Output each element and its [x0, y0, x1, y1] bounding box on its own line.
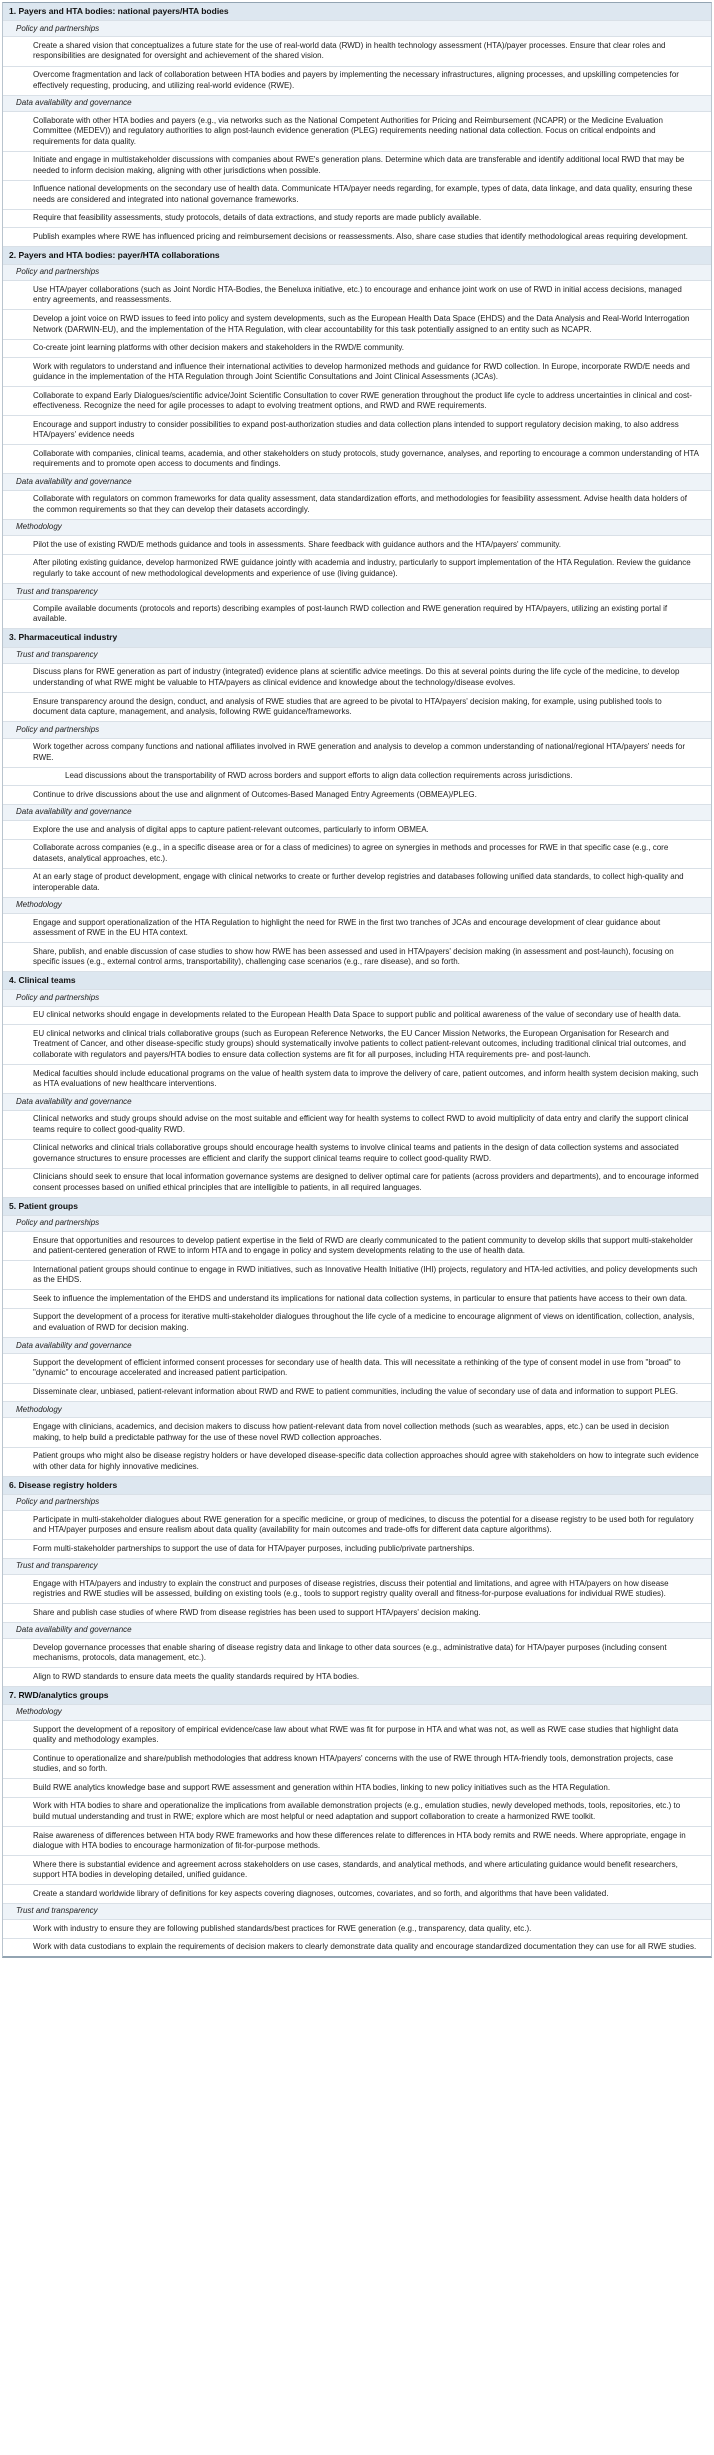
recommendation-item: Support the development of a repository of empirical evidence/case law about what RWE was fit for purpose in HTA and what was not, as well as RWE case studies that highlight data quality and methodology examples. [3, 1721, 711, 1750]
recommendation-item: Work with data custodians to explain the requirements of decision makers to clearly demonstrate data quality and encourage standardized documentation they can use for all RWE studies. [3, 1939, 711, 1957]
subcategory-header: Methodology [3, 1705, 711, 1721]
recommendation-item: Continue to operationalize and share/publish methodologies that address known HTA/payers' concerns with the use of RWE through HTA-friendly tools, demonstration projects, case studies, and so forth. [3, 1750, 711, 1779]
recommendation-item: Influence national developments on the secondary use of health data. Communicate HTA/payer needs regarding, for example, types of data, data linkage, and data quality, ensuring these needs are considered and integrated into national governance frameworks. [3, 181, 711, 210]
subcategory-header: Policy and partnerships [3, 990, 711, 1006]
recommendation-item: Publish examples where RWE has influenced pricing and reimbursement decisions or reassessments. Also, share case studies that identify methodological areas requiring development. [3, 228, 711, 247]
section-header: 7. RWD/analytics groups [3, 1687, 711, 1705]
recommendation-item: Work with HTA bodies to share and operationalize the implications from available demonstration projects (e.g., emulation studies, newly developed methods, tools, repositories, etc.) to build mutual understanding and trust in RWE; explore which are most helpful or need adaptation and support collaboration to create a harmonized RWE toolkit. [3, 1798, 711, 1827]
subcategory-header: Data availability and governance [3, 474, 711, 490]
recommendation-item: Engage with HTA/payers and industry to explain the construct and purposes of disease registries, discuss their potential and limitations, and agree with HTA/payers on how disease registries and RWE studies will be assessed, building on existing tools (e.g., tools to support registry quality overall and fitness-for-purpose evaluations for individual RWE studies). [3, 1575, 711, 1604]
recommendation-item: Share, publish, and enable discussion of case studies to show how RWE has been assessed and used in HTA/payers' decision making (in assessment and post-launch), focusing on specific issues (e.g., external control arms, transportability), challenging case scenarios (e.g., rare disease), and so forth. [3, 943, 711, 972]
recommendation-item: International patient groups should continue to engage in RWD initiatives, such as Innovative Health Initiative (IHI) projects, regulatory and HTA-led activities, and policy developments such as the EHDS. [3, 1261, 711, 1290]
recommendation-item: Require that feasibility assessments, study protocols, details of data extractions, and study reports are made publicly available. [3, 210, 711, 229]
recommendation-item: Medical faculties should include educational programs on the value of health system data to improve the delivery of care, patient outcomes, and inform health system decision making, such as HTA evaluations of new healthcare interventions. [3, 1065, 711, 1094]
recommendation-item: Where there is substantial evidence and agreement across stakeholders on use cases, standards, and analytical methods, and where articulating guidance would benefit researchers, support HTA bodies in developing detailed, unified guidance. [3, 1856, 711, 1885]
subcategory-header: Data availability and governance [3, 1094, 711, 1110]
subcategory-header: Policy and partnerships [3, 21, 711, 37]
section-header: 1. Payers and HTA bodies: national payers/HTA bodies [3, 3, 711, 21]
recommendation-item: Explore the use and analysis of digital apps to capture patient-relevant outcomes, particularly to inform OBMEA. [3, 821, 711, 840]
recommendation-item: Discuss plans for RWE generation as part of industry (integrated) evidence plans at scientific advice meetings. Do this at several points during the life cycle of the medicine, to develop understanding of what RWE might be valuable to HTA/payers as clinical evidence and knowledge about the technology/disease evolves. [3, 664, 711, 693]
recommendation-item: Seek to influence the implementation of the EHDS and understand its implications for national data collection systems, in particular to ensure that patients have access to their own data. [3, 1290, 711, 1309]
recommendation-item: Support the development of efficient informed consent processes for secondary use of health data. This will necessitate a rethinking of the type of consent model in use from "broad" to "dynamic" to encourage accelerated and increased patient participation. [3, 1354, 711, 1383]
subcategory-header: Methodology [3, 898, 711, 914]
recommendation-item: Initiate and engage in multistakeholder discussions with companies about RWE's generation plans. Determine which data are transferable and identify additional local RWD that may be needed to inform decision making, aligning with other jurisdictions when possible. [3, 152, 711, 181]
recommendation-item: Create a standard worldwide library of definitions for key aspects covering diagnoses, outcomes, covariates, and so forth, and algorithms that have been validated. [3, 1885, 711, 1904]
recommendation-item: Overcome fragmentation and lack of collaboration between HTA bodies and payers by implementing the necessary infrastructures, aligning processes, and upskilling competencies for effectively requesting, producing, and utilizing real-world evidence (RWE). [3, 67, 711, 96]
recommendation-item: Clinical networks and clinical trials collaborative groups should encourage health systems to involve clinical teams and patients in the design of data collection systems and associated governance structures to ensure processes are efficient and clarify the support clinical teams require to collect good-quality RWD. [3, 1140, 711, 1169]
recommendation-item: Align to RWD standards to ensure data meets the quality standards required by HTA bodies. [3, 1668, 711, 1687]
recommendation-item: Support the development of a process for iterative multi-stakeholder dialogues throughout the life cycle of a medicine to encourage alignment of views on identification, collection, analysis, and evaluation of RWD for decision making. [3, 1309, 711, 1338]
recommendation-item: Ensure that opportunities and resources to develop patient expertise in the field of RWD are clearly communicated to the patient community to develop skills that support multi-stakeholder and patient-centered generation of RWE to inform HTA and to engage in policy and system developments relating to the use of health data. [3, 1232, 711, 1261]
recommendations-table [2, 2, 712, 1958]
recommendation-item: Work with regulators to understand and influence their international activities to develop harmonized methods and guidance for RWD collection. In Europe, incorporate RWD/E needs and guidance in the implementation of the HTA Regulation through Joint Scientific Consultations and Joint Clinical Assessments (JCAs). [3, 358, 711, 387]
recommendation-item: Collaborate with regulators on common frameworks for data quality assessment, data standardization efforts, and methodologies for feasibility assessment. Advise health data holders of the common requirements so that they can develop their datasets accordingly. [3, 491, 711, 520]
recommendation-item: Continue to drive discussions about the use and alignment of Outcomes-Based Managed Entry Agreements (OBMEA)/PLEG. [3, 786, 711, 805]
recommendation-item: Clinical networks and study groups should advise on the most suitable and efficient way for health systems to collect RWD to avoid multiplicity of data entry and clarify the support clinical teams require to collect good-quality RWD. [3, 1111, 711, 1140]
subcategory-header: Data availability and governance [3, 1338, 711, 1354]
subcategory-header: Trust and transparency [3, 648, 711, 664]
recommendation-item: Encourage and support industry to consider possibilities to expand post-authorization studies and data collection plans intended to support regulatory decision making, to also address HTA/payers' evidence needs [3, 416, 711, 445]
recommendation-subitem: Lead discussions about the transportability of RWD across borders and support efforts to align data collection requirements across jurisdictions. [3, 768, 711, 787]
subcategory-header: Policy and partnerships [3, 1495, 711, 1511]
recommendation-item: Disseminate clear, unbiased, patient-relevant information about RWD and RWE to patient communities, including the value of secondary use of data and information to support PLEG. [3, 1384, 711, 1403]
recommendation-item: EU clinical networks and clinical trials collaborative groups (such as European Reference Networks, the EU Cancer Mission Networks, the European Organisation for Research and Treatment of Cancer, and other disease-specific study groups) should systematically involve patients to collect patient-relevant outcomes, including traditional clinical trial outcomes, and collaborate with regulators and payers/HTA bodies to ensure data collection systems are fit for all purposes, including HTA requirements pre- and post-launch. [3, 1025, 711, 1065]
recommendation-item: EU clinical networks should engage in developments related to the European Health Data Space to support public and political awareness of the value of secondary use of health data. [3, 1007, 711, 1026]
subcategory-header: Trust and transparency [3, 1904, 711, 1920]
section-header: 5. Patient groups [3, 1198, 711, 1216]
recommendation-item: Share and publish case studies of where RWD from disease registries has been used to support HTA/payers' decision making. [3, 1604, 711, 1623]
recommendation-item: Develop a joint voice on RWD issues to feed into policy and system developments, such as the European Health Data Space (EHDS) and the Data Analysis and Real-World Interrogation Network (DARWIN-EU), and the implementation of the HTA Regulation, with clear accountability for this task potentially assigned to an entity such as NCAPR. [3, 310, 711, 339]
recommendation-item: Collaborate across companies (e.g., in a specific disease area or for a class of medicines) to agree on synergies in methods and processes for RWE in that specific case (e.g., core datasets, analytical approaches, etc.). [3, 840, 711, 869]
recommendation-item: Compile available documents (protocols and reports) describing examples of post-launch RWD collection and RWE generation required by HTA/payers, utilizing an existing portal if available. [3, 600, 711, 629]
subcategory-header: Policy and partnerships [3, 265, 711, 281]
recommendation-item: Engage with clinicians, academics, and decision makers to discuss how patient-relevant data from novel collection methods (such as wearables, apps, etc.) can be used in decision making, to help build a predictable pathway for the use of these novel RWD collection approaches. [3, 1418, 711, 1447]
recommendation-item: Use HTA/payer collaborations (such as Joint Nordic HTA-Bodies, the Beneluxa initiative, etc.) to encourage and enhance joint work on use of RWD in initial access decisions, managed entry agreements, and reassessments. [3, 281, 711, 310]
recommendation-item: Engage and support operationalization of the HTA Regulation to highlight the need for RWE in the first two tranches of JCAs and encourage development of clear guidance about assessment of RWE in the EU HTA context. [3, 914, 711, 943]
recommendation-item: Form multi-stakeholder partnerships to support the use of data for HTA/payer purposes, including public/private partnerships. [3, 1540, 711, 1559]
section-header: 4. Clinical teams [3, 972, 711, 990]
recommendation-item: Build RWE analytics knowledge base and support RWE assessment and generation within HTA bodies, linking to new policy initiatives such as the HTA Regulation. [3, 1779, 711, 1798]
section-header: 2. Payers and HTA bodies: payer/HTA collaborations [3, 247, 711, 265]
recommendation-item: Collaborate with other HTA bodies and payers (e.g., via networks such as the National Competent Authorities for Pricing and Reimbursement (NCAPR) or the Medicine Evaluation Committee (MEDEV)) and regulatory authorities to align post-launch evidence generation (PLEG) requirements needing national data collection. Focus on critical endpoints and requirements for data quality. [3, 112, 711, 152]
recommendation-item: Work with industry to ensure they are following published standards/best practices for RWE generation (e.g., transparency, data quality, etc.). [3, 1920, 711, 1939]
recommendation-item: Develop governance processes that enable sharing of disease registry data and linkage to other data sources (e.g., administrative data) for HTA/payer purposes (including consent mechanisms, protocols, data management, etc.). [3, 1639, 711, 1668]
subcategory-header: Policy and partnerships [3, 722, 711, 738]
recommendation-item: Patient groups who might also be disease registry holders or have developed disease-specific data collection approaches should agree with stakeholders on how to integrate such evidence with other data for highly innovative medicines. [3, 1448, 711, 1477]
recommendation-item: Collaborate to expand Early Dialogues/scientific advice/Joint Scientific Consultation to cover RWE generation throughout the product life cycle to address uncertainties in clinical and cost-effectiveness. Recognize the need for agile processes to adapt to evolving treatment options, and RWD and RWE requirements. [3, 387, 711, 416]
recommendation-item: Collaborate with companies, clinical teams, academia, and other stakeholders on study protocols, study governance, analyses, and reporting to encourage a common understanding of HTA requirements and to promote open access to documents and findings. [3, 445, 711, 474]
recommendation-item: After piloting existing guidance, develop harmonized RWE guidance jointly with academia and industry, particularly to support implementation of the HTA Regulation. Review the guidance regularly to take account of new methodological developments and experience of use (living guidance). [3, 555, 711, 584]
recommendation-item: Ensure transparency around the design, conduct, and analysis of RWE studies that are agreed to be pivotal to HTA/payers' decision making, for example, using published tools to document data capture, management, and analysis, following RWE guidance/frameworks. [3, 693, 711, 722]
recommendation-item: Raise awareness of differences between HTA body RWE frameworks and how these differences relate to differences in HTA body remits and RWE needs. Where appropriate, engage in dialogue with HTA bodies to encourage harmonization of fit-for-purpose methods. [3, 1827, 711, 1856]
recommendation-item: Clinicians should seek to ensure that local information governance systems are designed to deliver optimal care for patients (across providers and departments), and to encourage informed consent processes based on unified ethical principles that are intelligible to patients, in all required languages. [3, 1169, 711, 1198]
subcategory-header: Trust and transparency [3, 1559, 711, 1575]
recommendation-item: Create a shared vision that conceptualizes a future state for the use of real-world data (RWD) in health technology assessment (HTA)/payer processes. Ensure that clear roles and responsibilities are designated for oversight and achievement of the shared vision. [3, 37, 711, 66]
subcategory-header: Data availability and governance [3, 1623, 711, 1639]
recommendation-item: Pilot the use of existing RWD/E methods guidance and tools in assessments. Share feedback with guidance authors and the HTA/payers' community. [3, 536, 711, 555]
section-header: 6. Disease registry holders [3, 1477, 711, 1495]
subcategory-header: Data availability and governance [3, 96, 711, 112]
recommendation-item: At an early stage of product development, engage with clinical networks to create or further develop registries and databases following unified data standards, to collect high-quality and interoperable data. [3, 869, 711, 898]
subcategory-header: Data availability and governance [3, 805, 711, 821]
recommendation-item: Work together across company functions and national affiliates involved in RWE generation and analysis to develop a common understanding of national/regional HTA/payers' needs for RWE. [3, 739, 711, 768]
section-header: 3. Pharmaceutical industry [3, 629, 711, 647]
recommendation-item: Participate in multi-stakeholder dialogues about RWE generation for a specific medicine, or group of medicines, to discuss the potential for a disease registry to be used both for regulatory and HTA/payer purposes and ensure realism about data quality (availability for main outcomes and trade-offs for different data capture algorithms). [3, 1511, 711, 1540]
subcategory-header: Methodology [3, 520, 711, 536]
subcategory-header: Methodology [3, 1402, 711, 1418]
recommendation-item: Co-create joint learning platforms with other decision makers and stakeholders in the RWD/E community. [3, 340, 711, 359]
subcategory-header: Trust and transparency [3, 584, 711, 600]
subcategory-header: Policy and partnerships [3, 1216, 711, 1232]
